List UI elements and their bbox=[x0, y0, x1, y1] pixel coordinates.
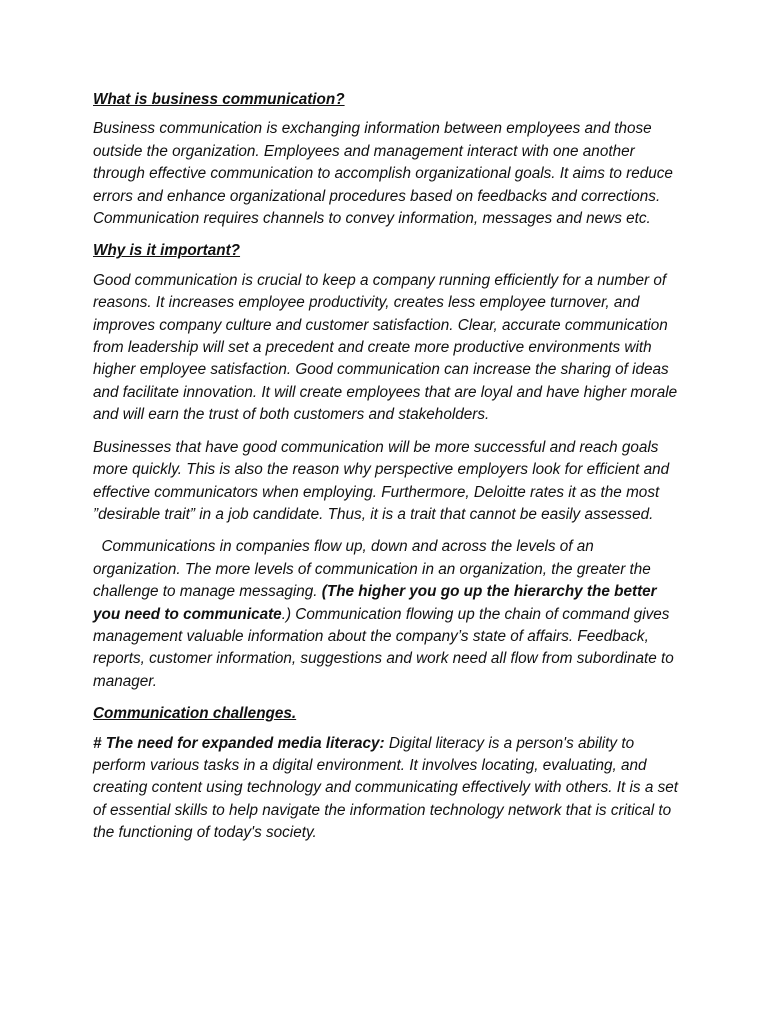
paragraph-media-literacy bbox=[93, 733, 683, 845]
challenge-body: Digital literacy is a person's ability to perform various tasks in a digital environment. It involves locating, evaluating, and creating content using technology and communicating effectively with others. It is a set of essential skills to help navigate the information technology network that is critical to the functioning of today's society. bbox=[93, 734, 678, 842]
paragraph-indent bbox=[93, 538, 102, 555]
paragraph-importance: Good communication is crucial to keep a company running efficiently for a number of reasons. It increases employee productivity, creates less employee turnover, and improves company culture and customer satisfaction. Clear, accurate communication from leadership will set a precedent and create more productive environments with higher employee satisfaction. Good communication can increase the sharing of ideas and facilitate innovation. It will create employees that are loyal and have higher morale and will earn the trust of both customers and stakeholders. bbox=[93, 271, 678, 424]
paragraph-flow bbox=[93, 536, 683, 693]
heading-why-important: Why is it important? bbox=[93, 242, 241, 260]
document-page bbox=[93, 89, 683, 855]
paragraph-flow-text-2: .) Communication flowing up the chain of command gives management valuable information about the company’s state of affairs. Feedback, reports, customer information, suggestions and work need all flow from subordinate to manager. bbox=[93, 605, 674, 690]
challenge-colon: : bbox=[379, 734, 385, 752]
paragraph-flow-text-1: Communications in companies flow up, down and across the levels of an organization. The more levels of communication in an organization, the greater the challenge to manage messaging. bbox=[93, 538, 651, 601]
heading-communication-challenges: Communication challenges. bbox=[93, 705, 297, 723]
paragraph-success: Businesses that have good communication will be more successful and reach goals more quickly. This is also the reason why perspective employers look for efficient and effective communicators when employing. Furthermore, Deloitte rates it as the most ”desirable trait” in a job candidate. Thus, it is a trait that cannot be easily assessed. bbox=[93, 438, 670, 523]
challenge-title: # The need for expanded media literacy bbox=[93, 734, 380, 752]
heading-what-is-business-communication: What is business communication? bbox=[93, 91, 345, 108]
paragraph-flow-emphasis: (The higher you go up the hierarchy the better you need to communicate bbox=[93, 583, 657, 623]
paragraph-definition: Business communication is exchanging information between employees and those outside the organization. Employees and management interact with one another through effective communication to accomplish organizational goals. It aims to reduce errors and enhance organizational procedures based on feedbacks and corrections. Communication requires channels to convey information, messages and news etc. bbox=[93, 120, 673, 228]
